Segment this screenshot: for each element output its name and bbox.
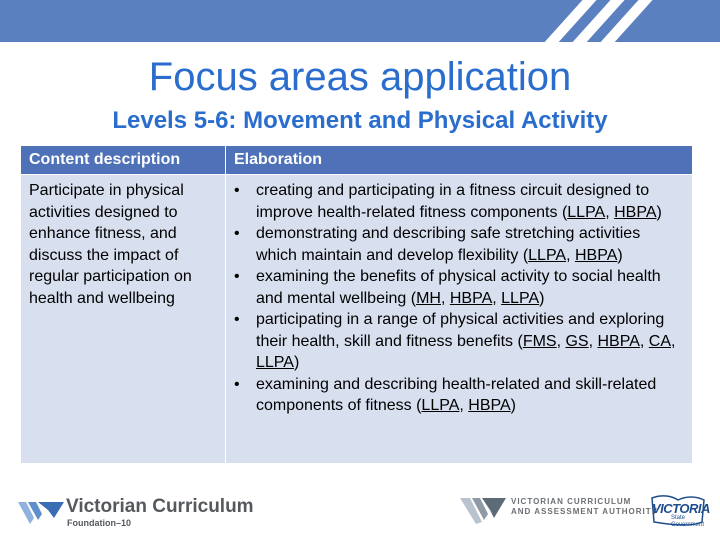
focus-area-code: HBPA (597, 332, 640, 350)
elaboration-item: • participating in a range of physical activities and exploring their health, skill and fitness benefits (FMS, GS, HBPA, CA, LLPA) (256, 309, 684, 374)
vc-title: Victorian Curriculum (66, 496, 254, 517)
vcaa-line-1: VICTORIAN CURRICULUM (511, 497, 632, 506)
focus-area-code: HBPA (574, 246, 618, 264)
focus-area-code: LLPA (501, 289, 540, 307)
focus-area-code: HBPA (468, 397, 511, 414)
focus-area-code: LLPA (256, 354, 294, 371)
focus-area-code: MH (416, 289, 441, 307)
elaboration-item: • creating and participating in a fitness circuit designed to improve health-related fitness components (LLPA, HBPA) (256, 180, 684, 223)
focus-area-code: LLPA (567, 203, 606, 221)
state-government-label (671, 515, 704, 529)
elaboration-item: • examining and describing health-related and skill-related components of fitness (LLPA, HBPA) (256, 374, 684, 417)
elaboration-item: • demonstrating and describing safe stretching activities which maintain and develop flexibility (LLPA, HBPA) (256, 223, 684, 266)
focus-area-code: CA (648, 332, 672, 350)
elaboration-list (234, 180, 684, 417)
focus-area-code: FMS (522, 332, 557, 350)
closing-paren: ) (617, 246, 623, 264)
header-content-description: Content description (21, 146, 226, 175)
focus-areas-table (20, 145, 693, 464)
focus-area-code: LLPA (528, 246, 567, 264)
elaboration-item: • examining the benefits of physical activity to social health and mental wellbeing (MH, HBPA, LLPA) (256, 266, 684, 309)
elaboration-text: examining the benefits of physical activity to social health and mental wellbeing ( (256, 268, 661, 307)
slide-subtitle: Levels 5-6: Movement and Physical Activity (112, 107, 608, 134)
focus-area-code: GS (565, 332, 589, 350)
vcaa-logo-icon (458, 494, 508, 526)
government-label: Government (671, 522, 705, 528)
focus-area-code: LLPA (421, 397, 460, 414)
victorian-curriculum-wordmark (66, 496, 254, 528)
header-elaboration: Elaboration (226, 146, 693, 175)
vc-subtitle: Foundation–10 (67, 518, 132, 528)
elaboration-text: creating and participating in a fitness circuit designed to improve health-related fitness components ( (256, 182, 650, 221)
victorian-curriculum-logo-icon (18, 496, 64, 526)
vcaa-wordmark (511, 497, 658, 517)
closing-paren: ) (656, 203, 662, 221)
elaboration-text: examining and describing health-related and skill-related components of fitness ( (256, 375, 657, 414)
focus-area-code: HBPA (449, 289, 493, 307)
top-banner (0, 0, 720, 42)
closing-paren: ) (293, 354, 300, 371)
content-description-cell: Participate in physical activities designed to enhance fitness, and discuss the impact of regular participation on health and wellbeing (21, 175, 226, 464)
table-header-row (21, 146, 693, 175)
table-row (21, 175, 693, 464)
elaboration-text: participating in a range of physical activities and exploring their health, skill and fitness benefits ( (256, 311, 665, 350)
slide-title: Focus areas application (148, 55, 572, 99)
vcaa-line-2: AND ASSESSMENT AUTHORITY (511, 507, 658, 516)
elaboration-cell (226, 175, 693, 464)
closing-paren: ) (510, 397, 516, 414)
elaboration-text: demonstrating and describing safe stretching activities which maintain and develop flexibility ( (256, 225, 641, 264)
victoria-wordmark: VICTORIA (652, 501, 710, 516)
state-label: State (671, 515, 686, 521)
closing-paren: ) (539, 289, 545, 307)
focus-area-code: HBPA (614, 203, 657, 221)
